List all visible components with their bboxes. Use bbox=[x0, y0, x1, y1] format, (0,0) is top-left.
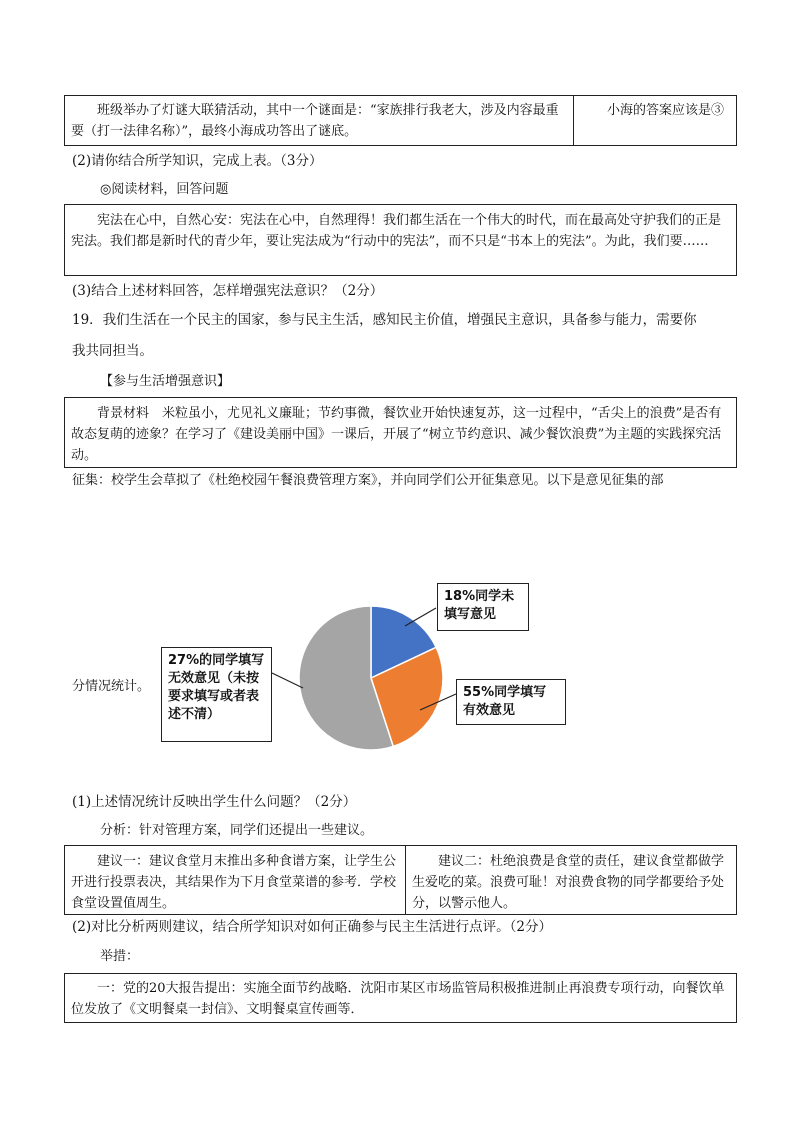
riddle-table-right: 小海的答案应该是③ bbox=[607, 103, 725, 118]
solicit-line1: 征集：校学生会草拟了《杜绝校园午餐浪费管理方案》，并向同学们公开征集意见。以下是意见征集的部 bbox=[72, 473, 664, 488]
riddle-table-left: 班级举办了灯谜大联猜活动，其中一个谜面是：“家族排行我老大，涉及内容最重要（打一法律名称）”，最终小海成功答出了谜底。 bbox=[71, 103, 559, 139]
pie-chart bbox=[0, 560, 800, 790]
callout-unfilled: 18%同学未填写意见 bbox=[437, 583, 529, 631]
suggestion-one: 建议一：建议食堂月末推出多种食谱方案，让学生公开进行投票表决，其结果作为下月食堂菜谱的参考．学校食堂设置值周生。 bbox=[71, 854, 397, 911]
suggestion-two: 建议二：杜绝浪费是食堂的责任，建议食堂都做学生爱吃的菜。浪费可耻！对浪费食物的同学都要给予处分，以警示他人。 bbox=[412, 854, 725, 911]
q19-2: (2)对比分析两则建议，结合所学知识对如何正确参与民主生活进行点评。（2分） bbox=[72, 919, 552, 935]
measures-label: 举措： bbox=[100, 949, 140, 964]
q19-intro-line2: 我共同担当。 bbox=[72, 343, 153, 359]
background-material-box bbox=[64, 397, 737, 468]
measures-box bbox=[64, 973, 737, 1023]
q18-3: (3)结合上述材料回答，怎样增强宪法意识？（2分） bbox=[72, 283, 384, 299]
read-prompt: ◎阅读材料，回答问题 bbox=[100, 182, 229, 197]
analysis: 分析：针对管理方案，同学们还提出一些建议。 bbox=[100, 823, 374, 838]
q19-intro-line1: 19．我们生活在一个民主的国家，参与民主生活，感知民主价值，增强民主意识，具备参与能力，需要你 bbox=[72, 312, 697, 328]
background-material: 背景材料 米粒虽小，尤见礼义廉耻；节约事微，餐饮业开始快速复苏，这一过程中，“舌尖上的浪费”是否有故态复萌的迹象？在学习了《建设美丽中国》一课后，开展了“树立节约意识、减少餐饮浪费”为主题的实践探究活动。 bbox=[71, 406, 722, 463]
callout-invalid: 27%的同学填写无效意见（未按要求填写或者表述不清） bbox=[161, 647, 272, 742]
measures-text: 一：党的20大报告提出：实施全面节约战略．沈阳市某区市场监管局积极推进制止再浪费专项行动，向餐饮单位发放了《文明餐桌一封信》、文明餐桌宣传画等． bbox=[71, 981, 725, 1017]
solicit-line2: 分情况统计。 bbox=[72, 679, 151, 694]
suggestions-table bbox=[64, 845, 737, 915]
callout-valid: 55%同学填写有效意见 bbox=[456, 679, 566, 725]
q19-1: (1)上述情况统计反映出学生什么问题？（2分） bbox=[72, 794, 357, 810]
q18-2: (2)请你结合所学知识，完成上表。（3分） bbox=[72, 153, 323, 169]
constitution-material-box bbox=[64, 204, 737, 276]
section-title: 【参与生活增强意识】 bbox=[100, 374, 231, 389]
constitution-material: 宪法在心中，自然心安：宪法在心中，自然理得！我们都生活在一个伟大的时代，而在最高处守护我们的正是宪法。我们都是新时代的青少年，要让宪法成为“行动中的宪法”，而不只是“书本上的宪法”。为此，我们要…… bbox=[71, 213, 722, 249]
riddle-table bbox=[64, 95, 737, 146]
